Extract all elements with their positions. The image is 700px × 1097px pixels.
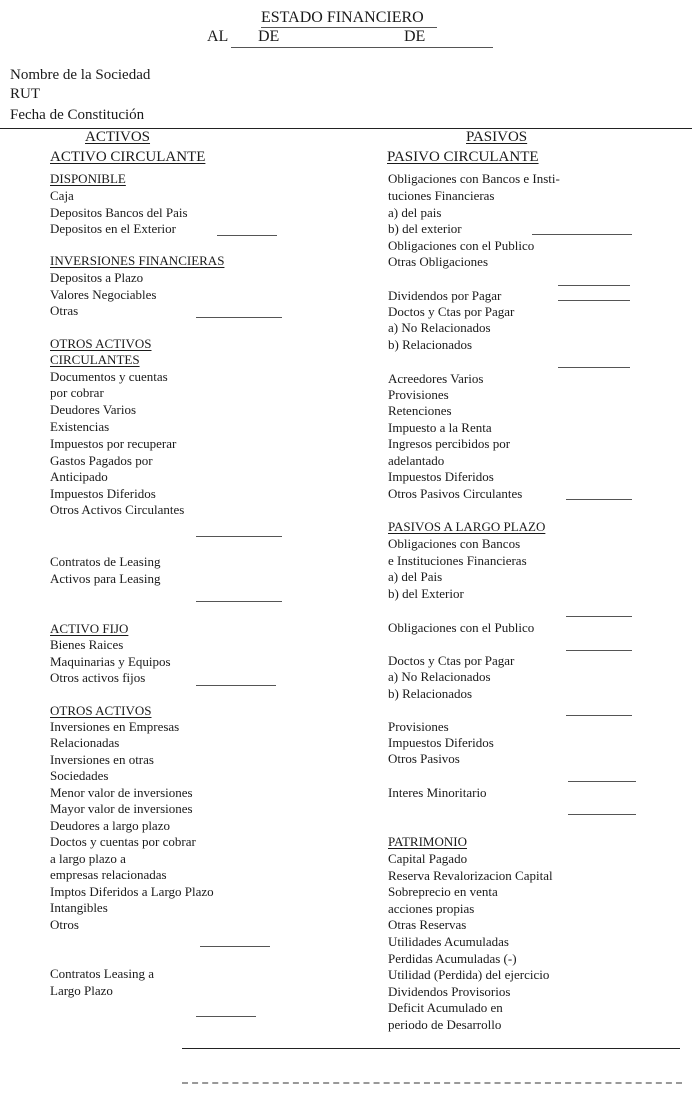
list-item: b) Relacionados bbox=[388, 337, 473, 352]
list-item: Deudores Varios bbox=[50, 402, 137, 417]
list-item: por cobrar bbox=[50, 385, 104, 400]
subtotal-line bbox=[532, 234, 632, 235]
list-item: Doctos y Ctas por Pagar bbox=[388, 653, 515, 668]
list-item: Caja bbox=[50, 188, 74, 203]
list-item: Valores Negociables bbox=[50, 287, 157, 302]
list-item: b) del exterior bbox=[388, 221, 462, 236]
list-item: Obligaciones con el Publico bbox=[388, 238, 535, 253]
list-item: Provisiones bbox=[388, 387, 449, 402]
subtotal-line bbox=[566, 715, 632, 716]
list-item: Depositos Bancos del Pais bbox=[50, 205, 188, 220]
list-item: Otros activos fijos bbox=[50, 670, 146, 685]
subtotal-line bbox=[196, 317, 282, 318]
disponible-heading: DISPONIBLE bbox=[50, 171, 126, 186]
list-item: Imptos Diferidos a Largo Plazo bbox=[50, 884, 214, 899]
list-item: Existencias bbox=[50, 419, 110, 434]
list-item: Activos para Leasing bbox=[50, 571, 161, 586]
list-item: a) No Relacionados bbox=[388, 669, 491, 684]
list-item: Otras Reservas bbox=[388, 917, 467, 932]
list-item: Obligaciones con el Publico bbox=[388, 620, 535, 635]
list-item: Dividendos Provisorios bbox=[388, 984, 511, 999]
date-al-label: AL bbox=[207, 28, 229, 45]
list-item: Deudores a largo plazo bbox=[50, 818, 170, 833]
subtotal-line bbox=[196, 685, 276, 686]
list-item: Largo Plazo bbox=[50, 983, 113, 998]
pasivo-circulante-heading: PASIVO CIRCULANTE bbox=[387, 149, 539, 165]
list-item: Depositos a Plazo bbox=[50, 270, 144, 285]
list-item: Impuestos Diferidos bbox=[388, 469, 494, 484]
otros-activos-heading: OTROS ACTIVOS bbox=[50, 703, 152, 718]
date-underline bbox=[231, 47, 493, 48]
list-item: Gastos Pagados por bbox=[50, 453, 153, 468]
list-item: Mayor valor de inversiones bbox=[50, 801, 193, 816]
list-item: a) del Pais bbox=[388, 569, 443, 584]
fecha-constitucion-label: Fecha de Constitución bbox=[10, 107, 145, 123]
list-item: e Instituciones Financieras bbox=[388, 553, 527, 568]
date-de2-label: DE bbox=[404, 28, 426, 45]
list-item: Utilidad (Perdida) del ejercicio bbox=[388, 967, 550, 982]
list-item: Doctos y cuentas por cobrar bbox=[50, 834, 196, 849]
activos-heading: ACTIVOS bbox=[85, 129, 151, 145]
list-item: Acreedores Varios bbox=[388, 371, 484, 386]
list-item: Reserva Revalorizacion Capital bbox=[388, 868, 553, 883]
subtotal-line bbox=[196, 1016, 256, 1017]
subtotal-line bbox=[200, 946, 270, 947]
document-title: ESTADO FINANCIERO bbox=[261, 9, 424, 26]
grand-total-line bbox=[182, 1082, 682, 1084]
list-item: Dividendos por Pagar bbox=[388, 288, 502, 303]
list-item: Sobreprecio en venta bbox=[388, 884, 498, 899]
list-item: Utilidades Acumuladas bbox=[388, 934, 509, 949]
list-item: Otros Pasivos bbox=[388, 751, 460, 766]
subtotal-line bbox=[566, 650, 632, 651]
list-item: Contratos de Leasing bbox=[50, 554, 161, 569]
subtotal-line bbox=[558, 367, 630, 368]
list-item: acciones propias bbox=[388, 901, 475, 916]
list-item: Impuestos por recuperar bbox=[50, 436, 177, 451]
list-item: Otros Activos Circulantes bbox=[50, 502, 185, 517]
list-item: Sociedades bbox=[50, 768, 109, 783]
subtotal-line bbox=[566, 499, 632, 500]
list-item: Menor valor de inversiones bbox=[50, 785, 193, 800]
list-item: Provisiones bbox=[388, 719, 449, 734]
total-line bbox=[182, 1048, 680, 1049]
list-item: empresas relacionadas bbox=[50, 867, 167, 882]
subtotal-line bbox=[196, 601, 282, 602]
list-item: Anticipado bbox=[50, 469, 108, 484]
list-item: Depositos en el Exterior bbox=[50, 221, 176, 236]
list-item: Capital Pagado bbox=[388, 851, 468, 866]
list-item: b) del Exterior bbox=[388, 586, 464, 601]
list-item: a largo plazo a bbox=[50, 851, 126, 866]
list-item: Otras bbox=[50, 303, 79, 318]
date-de1-label: DE bbox=[258, 28, 280, 45]
list-item: Otras Obligaciones bbox=[388, 254, 489, 269]
list-item: Retenciones bbox=[388, 403, 452, 418]
activo-circulante-heading: ACTIVO CIRCULANTE bbox=[50, 149, 206, 165]
list-item: Contratos Leasing a bbox=[50, 966, 154, 981]
list-item: periodo de Desarrollo bbox=[388, 1017, 502, 1032]
list-item: Documentos y cuentas bbox=[50, 369, 168, 384]
inversiones-heading: INVERSIONES FINANCIERAS bbox=[50, 253, 225, 268]
rut-label: RUT bbox=[10, 86, 40, 102]
activo-fijo-heading: ACTIVO FIJO bbox=[50, 621, 129, 636]
company-name-label: Nombre de la Sociedad bbox=[10, 67, 151, 83]
list-item: Otros bbox=[50, 917, 79, 932]
list-item: tuciones Financieras bbox=[388, 188, 495, 203]
list-item: a) del pais bbox=[388, 205, 442, 220]
list-item: Inversiones en otras bbox=[50, 752, 154, 767]
list-item: a) No Relacionados bbox=[388, 320, 491, 335]
list-item: Impuesto a la Renta bbox=[388, 420, 492, 435]
subtotal-line bbox=[196, 536, 282, 537]
subtotal-line bbox=[558, 285, 630, 286]
subtotal-line bbox=[558, 300, 630, 301]
list-item: Deficit Acumulado en bbox=[388, 1000, 503, 1015]
list-item: b) Relacionados bbox=[388, 686, 473, 701]
list-item: adelantado bbox=[388, 453, 445, 468]
list-item: Doctos y Ctas por Pagar bbox=[388, 304, 515, 319]
list-item: Ingresos percibidos por bbox=[388, 436, 511, 451]
list-item: Inversiones en Empresas bbox=[50, 719, 180, 734]
subtotal-line bbox=[566, 616, 632, 617]
patrimonio-heading: PATRIMONIO bbox=[388, 834, 467, 849]
list-item: Interes Minoritario bbox=[388, 785, 487, 800]
list-item: Obligaciones con Bancos bbox=[388, 536, 521, 551]
otros-activos-circ-heading-2: CIRCULANTES bbox=[50, 352, 140, 367]
list-item: Maquinarias y Equipos bbox=[50, 654, 171, 669]
pasivos-largo-plazo-heading: PASIVOS A LARGO PLAZO bbox=[388, 519, 546, 534]
list-item: Impuestos Diferidos bbox=[388, 735, 494, 750]
list-item: Bienes Raices bbox=[50, 637, 124, 652]
list-item: Intangibles bbox=[50, 900, 108, 915]
subtotal-line bbox=[217, 235, 277, 236]
subtotal-line bbox=[568, 814, 636, 815]
pasivos-heading: PASIVOS bbox=[466, 129, 528, 145]
otros-activos-circ-heading-1: OTROS ACTIVOS bbox=[50, 336, 152, 351]
subtotal-line bbox=[568, 781, 636, 782]
list-item: Obligaciones con Bancos e Insti- bbox=[388, 171, 560, 186]
list-item: Otros Pasivos Circulantes bbox=[388, 486, 523, 501]
list-item: Perdidas Acumuladas (-) bbox=[388, 951, 517, 966]
list-item: Relacionadas bbox=[50, 735, 120, 750]
list-item: Impuestos Diferidos bbox=[50, 486, 156, 501]
